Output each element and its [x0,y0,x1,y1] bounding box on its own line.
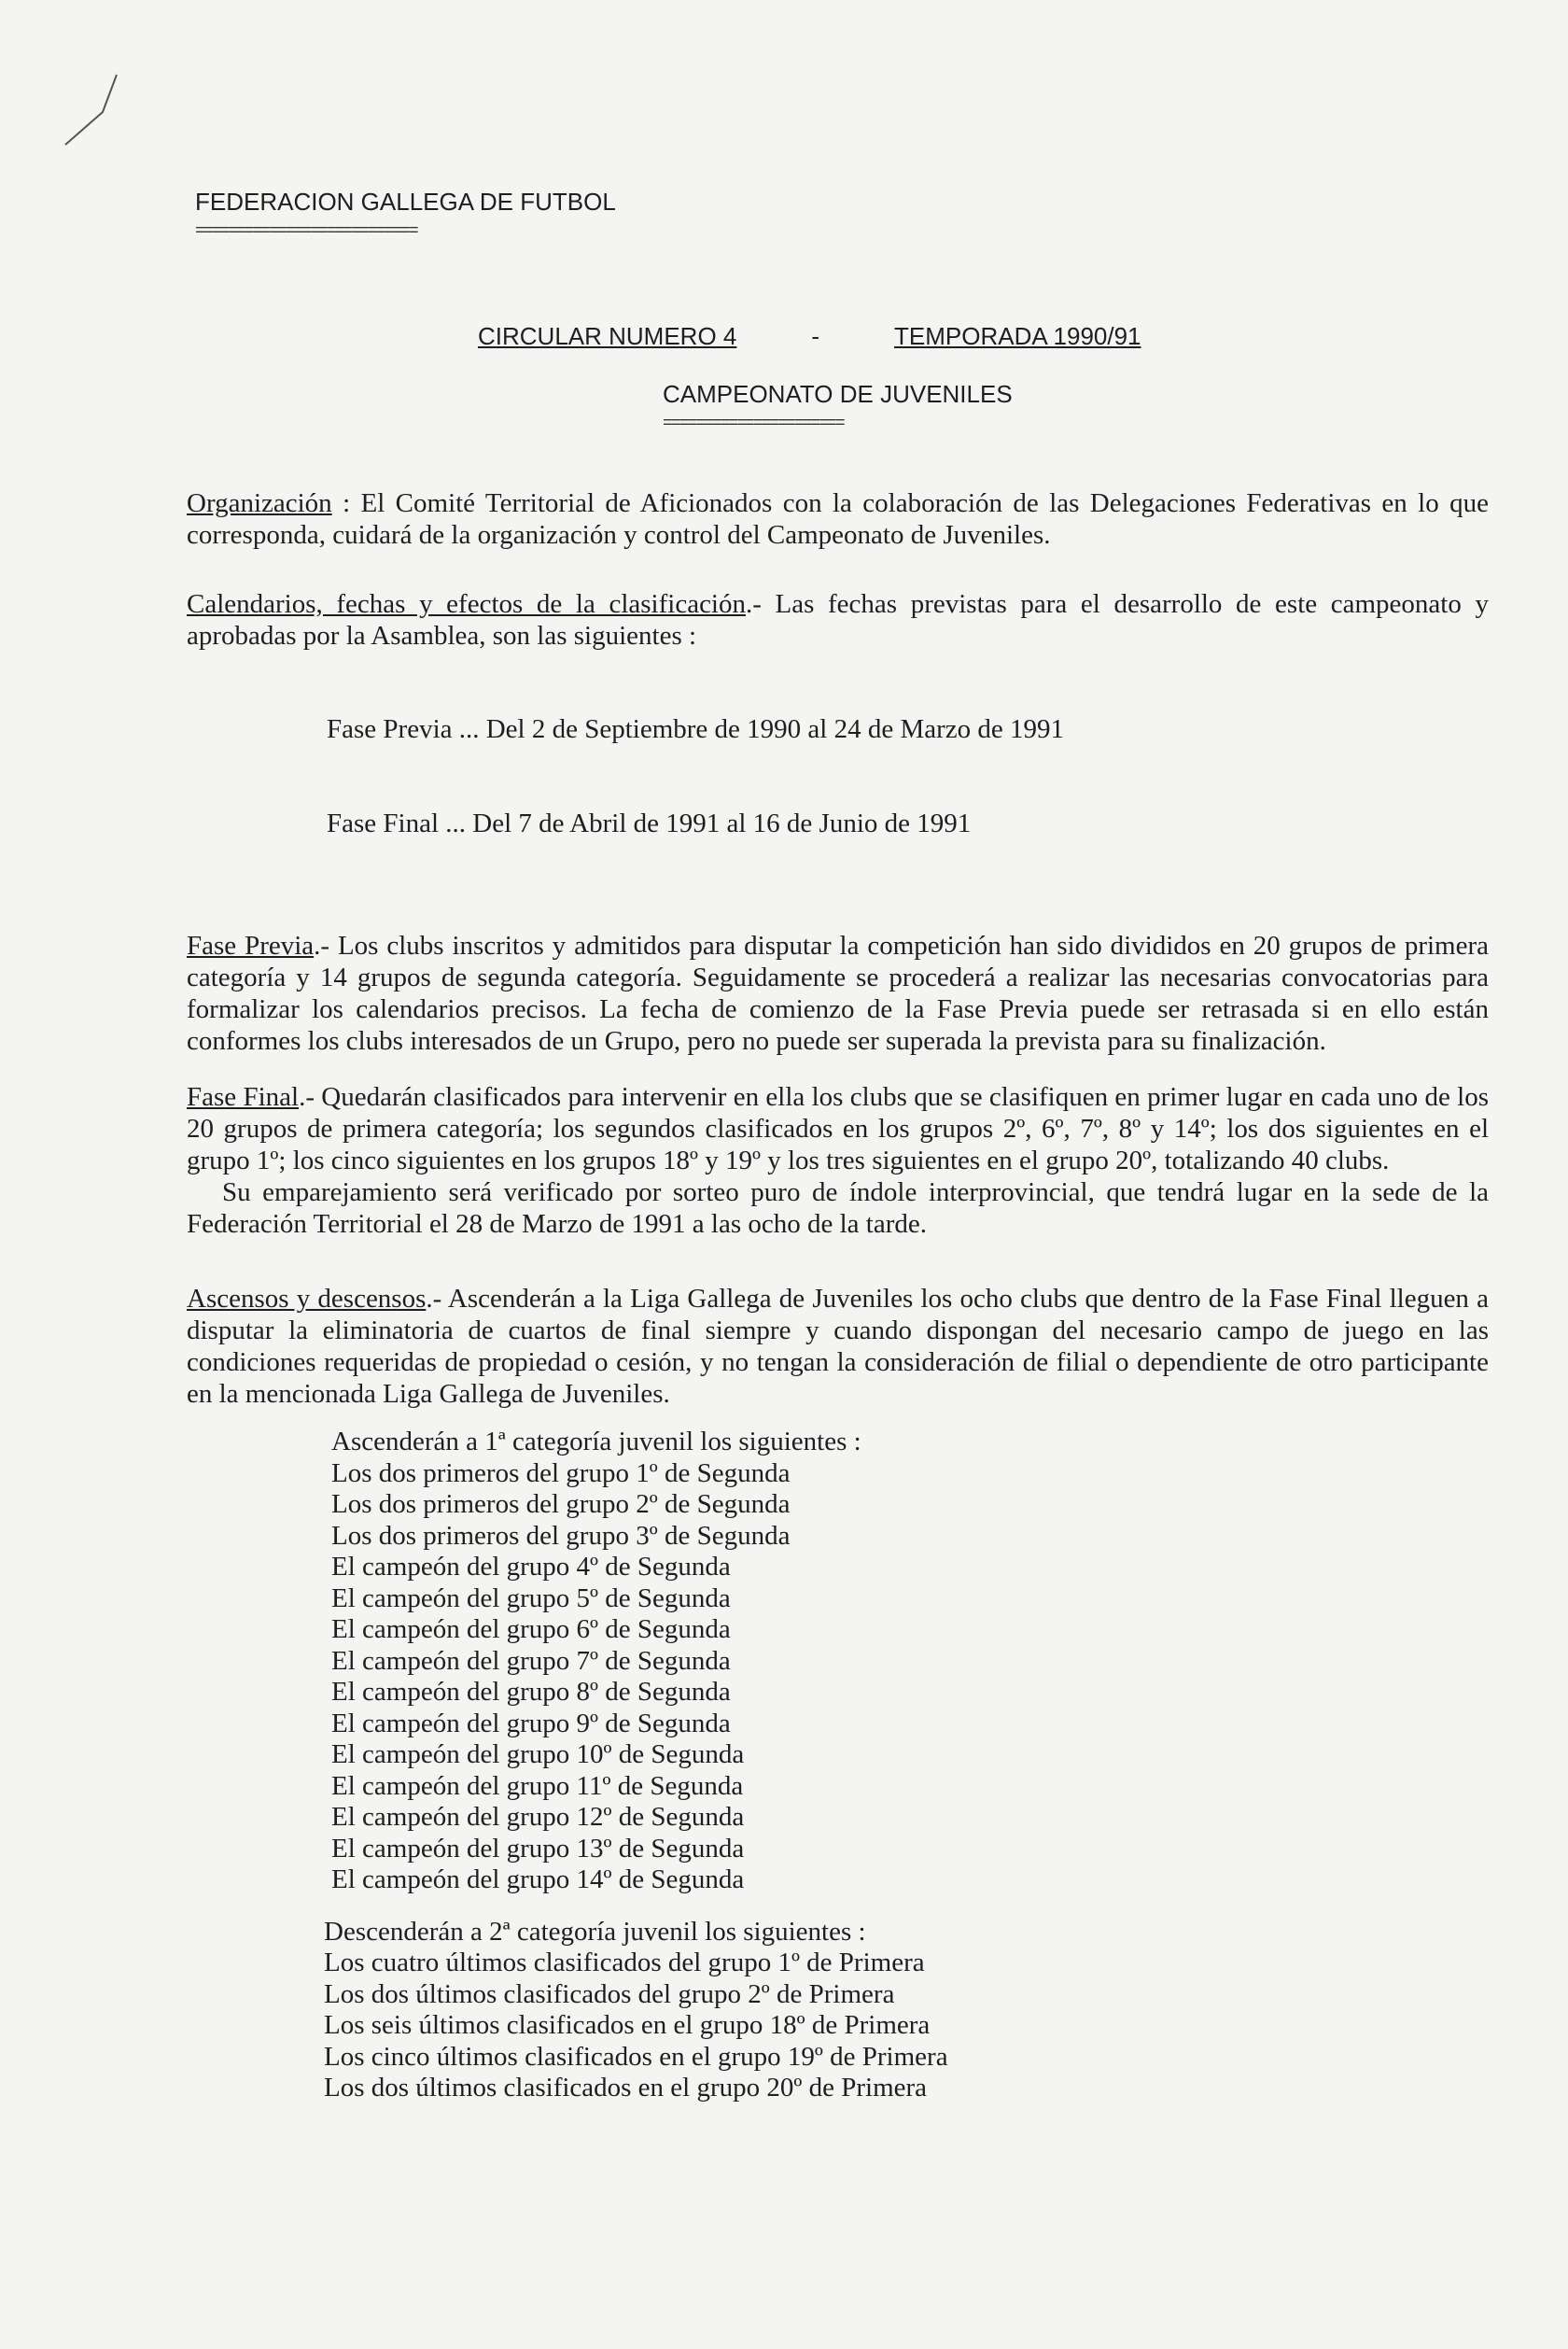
list-item: El campeón del grupo 13º de Segunda [331,1833,745,1864]
section-text: : El Comité Territorial de Aficionados con la colaboración de las Delegaciones Federativas en lo que corresponda, cuidará de la organización y control del Campeonato de Juveniles. [187,488,1489,550]
section-heading: Ascensos y descensos [187,1284,427,1314]
list-item: El campeón del grupo 11º de Segunda [331,1770,744,1801]
list-item: El campeón del grupo 4º de Segunda [331,1552,731,1582]
list-item: Los dos últimos clasificados del grupo 2º de Primera [324,1978,895,2009]
list-item: Los seis últimos clasificados en el grupo 18º de Primera [324,2010,931,2040]
season: TEMPORADA 1990/91 [894,322,1141,350]
section-heading: Calendarios, fechas y efectos de la clasificación [187,589,746,619]
circular-number: CIRCULAR NUMERO 4 [478,322,737,350]
list-item: El campeón del grupo 14º de Segunda [331,1864,745,1894]
ascend-title: Ascenderán a 1ª categoría juvenil los siguientes : [331,1427,861,1456]
list-item: Los dos últimos clasificados en el grupo 20º de Primera [324,2073,928,2103]
letterhead [195,187,1489,241]
date-item: Fase Previa ... Del 2 de Septiembre de 1990 al 24 de Marzo de 1991 [327,714,1065,744]
section-text-2: Su emparejamiento será verificado por sorteo puro de índole interprovincial, que tendrá lugar en la sede de la Federación Territorial el 28 de Marzo de 1991 a las ocho de la tarde. [187,1177,1489,1239]
section-text: .- Los clubs inscritos y admitidos para disputar la competición han sido divididos en 20 grupos de primera categoría y 14 grupos de segunda categoría. Seguidamente se procederá a realizar las necesarias convocatorias para formalizar los calendarios precisos. La fecha de comienzo de la Fase Previa puede ser retrasada si en ello están conformes los clubs interesados de un Grupo, pero no puede ser superada la prevista para su finalización. [187,931,1489,1056]
descend-title: Descenderán a 2ª categoría juvenil los siguientes : [324,1916,866,1947]
section-text: .- Las fechas previstas para el desarrollo de este campeonato y aprobadas por la Asamblea, son las siguientes : [187,589,1489,651]
descend-list [324,1917,1489,2104]
section-calendarios [187,588,1489,902]
section-fase-previa [187,930,1489,1057]
list-item: El campeón del grupo 10º de Segunda [331,1739,745,1769]
ascend-list [331,1427,1489,1896]
section-fase-final [187,1081,1489,1240]
section-heading: Fase Final [187,1082,300,1112]
list-item: El campeón del grupo 6º de Segunda [331,1614,731,1644]
federation-rule: =========================== [195,222,417,241]
section-heading: Fase Previa [187,931,315,961]
section-text: .- Quedarán clasificados para intervenir en ella los clubs que se clasifiquen en primer lugar en cada uno de los 20 grupos de primera categoría; los segundos clasificados en los grupos 2º, 6º, 7º, 8º y 14º; los dos siguientes en el grupo 1º; los cinco siguientes en los grupos 18º y 19º y los tres siguientes en el grupo 20º, totalizando 40 clubs. [187,1082,1489,1175]
date-list [187,652,1489,902]
list-item: El campeón del grupo 5º de Segunda [331,1582,731,1613]
pen-mark-icon [47,65,131,159]
section-ascensos [187,1283,1489,1410]
list-item: Los cuatro últimos clasificados del grupo 1º de Primera [324,1948,925,1977]
title-rule: ====================== [663,415,844,433]
list-item: Los dos primeros del grupo 1º de Segunda [331,1457,791,1488]
document-page [187,187,1489,2104]
list-item: Los cinco últimos clasificados en el grupo 19º de Primera [324,2041,948,2072]
federation-name: FEDERACION GALLEGA DE FUTBOL [195,188,616,216]
list-item: El campeón del grupo 12º de Segunda [331,1802,745,1832]
title: CAMPEONATO DE JUVENILES [663,380,1013,408]
separator-dash: - [811,322,820,350]
section-organizacion [187,487,1489,551]
circular-line [478,321,1489,351]
list-item: El campeón del grupo 8º de Segunda [331,1677,731,1707]
date-item: Fase Final ... Del 7 de Abril de 1991 al 16 de Junio de 1991 [327,808,972,838]
list-item: Los dos primeros del grupo 2º de Segunda [331,1489,791,1519]
document-title [663,379,1489,433]
section-heading: Organización [187,488,332,518]
section-text: .- Ascenderán a la Liga Gallega de Juveniles los ocho clubs que dentro de la Fase Final lleguen a disputar la eliminatoria de cuartos de final siempre y cuando dispongan del necesario campo de juego en las condiciones requeridas de propiedad o cesión, y no tengan la consideración de filial o dependiente de otro participante en la mencionada Liga Gallega de Juveniles. [187,1284,1489,1409]
list-item: Los dos primeros del grupo 3º de Segunda [331,1520,791,1551]
list-item: El campeón del grupo 7º de Segunda [331,1645,731,1676]
list-item: El campeón del grupo 9º de Segunda [331,1708,731,1738]
